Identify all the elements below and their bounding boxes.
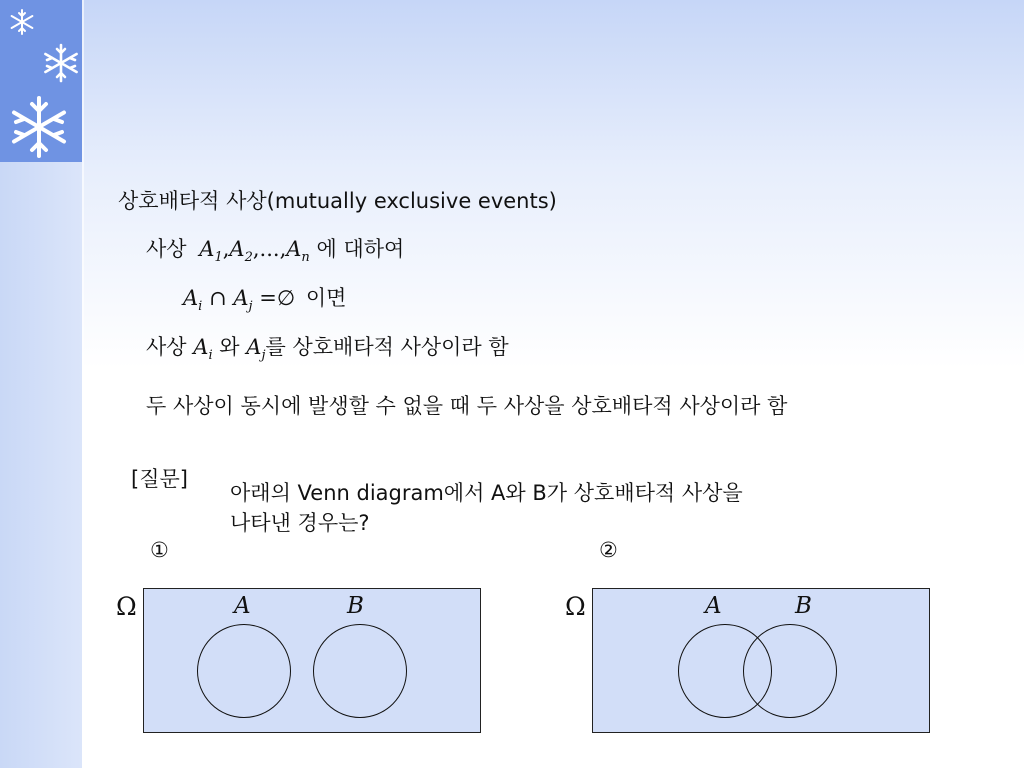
question-line-2: 나타낸 경우는?: [230, 511, 370, 535]
intersection-formula: $A_i$ ∩ $A_j$ =∅: [183, 286, 296, 315]
option-2-marker: ②: [599, 538, 618, 562]
option-1-marker: ①: [150, 538, 169, 562]
option-2-omega: Ω: [565, 592, 586, 621]
option-2-circle-b: [743, 624, 837, 718]
intersection-line: [183, 282, 346, 314]
question-line-1: 아래의 Venn diagram에서 A와 B가 상호배타적 사상을: [230, 481, 743, 505]
option-1-omega: Ω: [116, 592, 137, 621]
definition-text: 두 사상이 동시에 발생할 수 없을 때 두 사상을 상호배타적 사상이라 함: [146, 394, 788, 418]
option-1-venn-diagram: [143, 588, 481, 733]
section-heading: 상호배타적 사상(mutually exclusive events): [118, 189, 557, 213]
events-suffix: 에 대하여: [316, 237, 405, 261]
events-sequence: $A_1,A_2,...,A_n$: [199, 237, 310, 266]
event-ai: $A_i$: [193, 335, 213, 364]
option-1-circle-b: [313, 624, 407, 718]
option-1-label-a: A: [234, 593, 251, 619]
question-label: [질문]: [131, 467, 188, 491]
option-1-label-b: B: [347, 593, 364, 619]
events-prefix: 사상: [146, 237, 187, 261]
option-2-label-a: A: [705, 593, 722, 619]
mutual-exclusive-line: 사상 $A_i$ 와 $A_j$를 상호배타적 사상이라 함: [146, 335, 509, 364]
snowflake-icon: [8, 8, 36, 36]
events-line: [146, 233, 404, 265]
sidebar-divider: [82, 0, 84, 768]
intersection-suffix: 이면: [305, 286, 347, 310]
option-1-circle-a: [197, 624, 291, 718]
snowflake-icon: [6, 94, 72, 160]
snowflake-icon: [40, 42, 82, 84]
option-2-label-b: B: [795, 593, 812, 619]
event-aj: $A_j$: [246, 335, 266, 364]
